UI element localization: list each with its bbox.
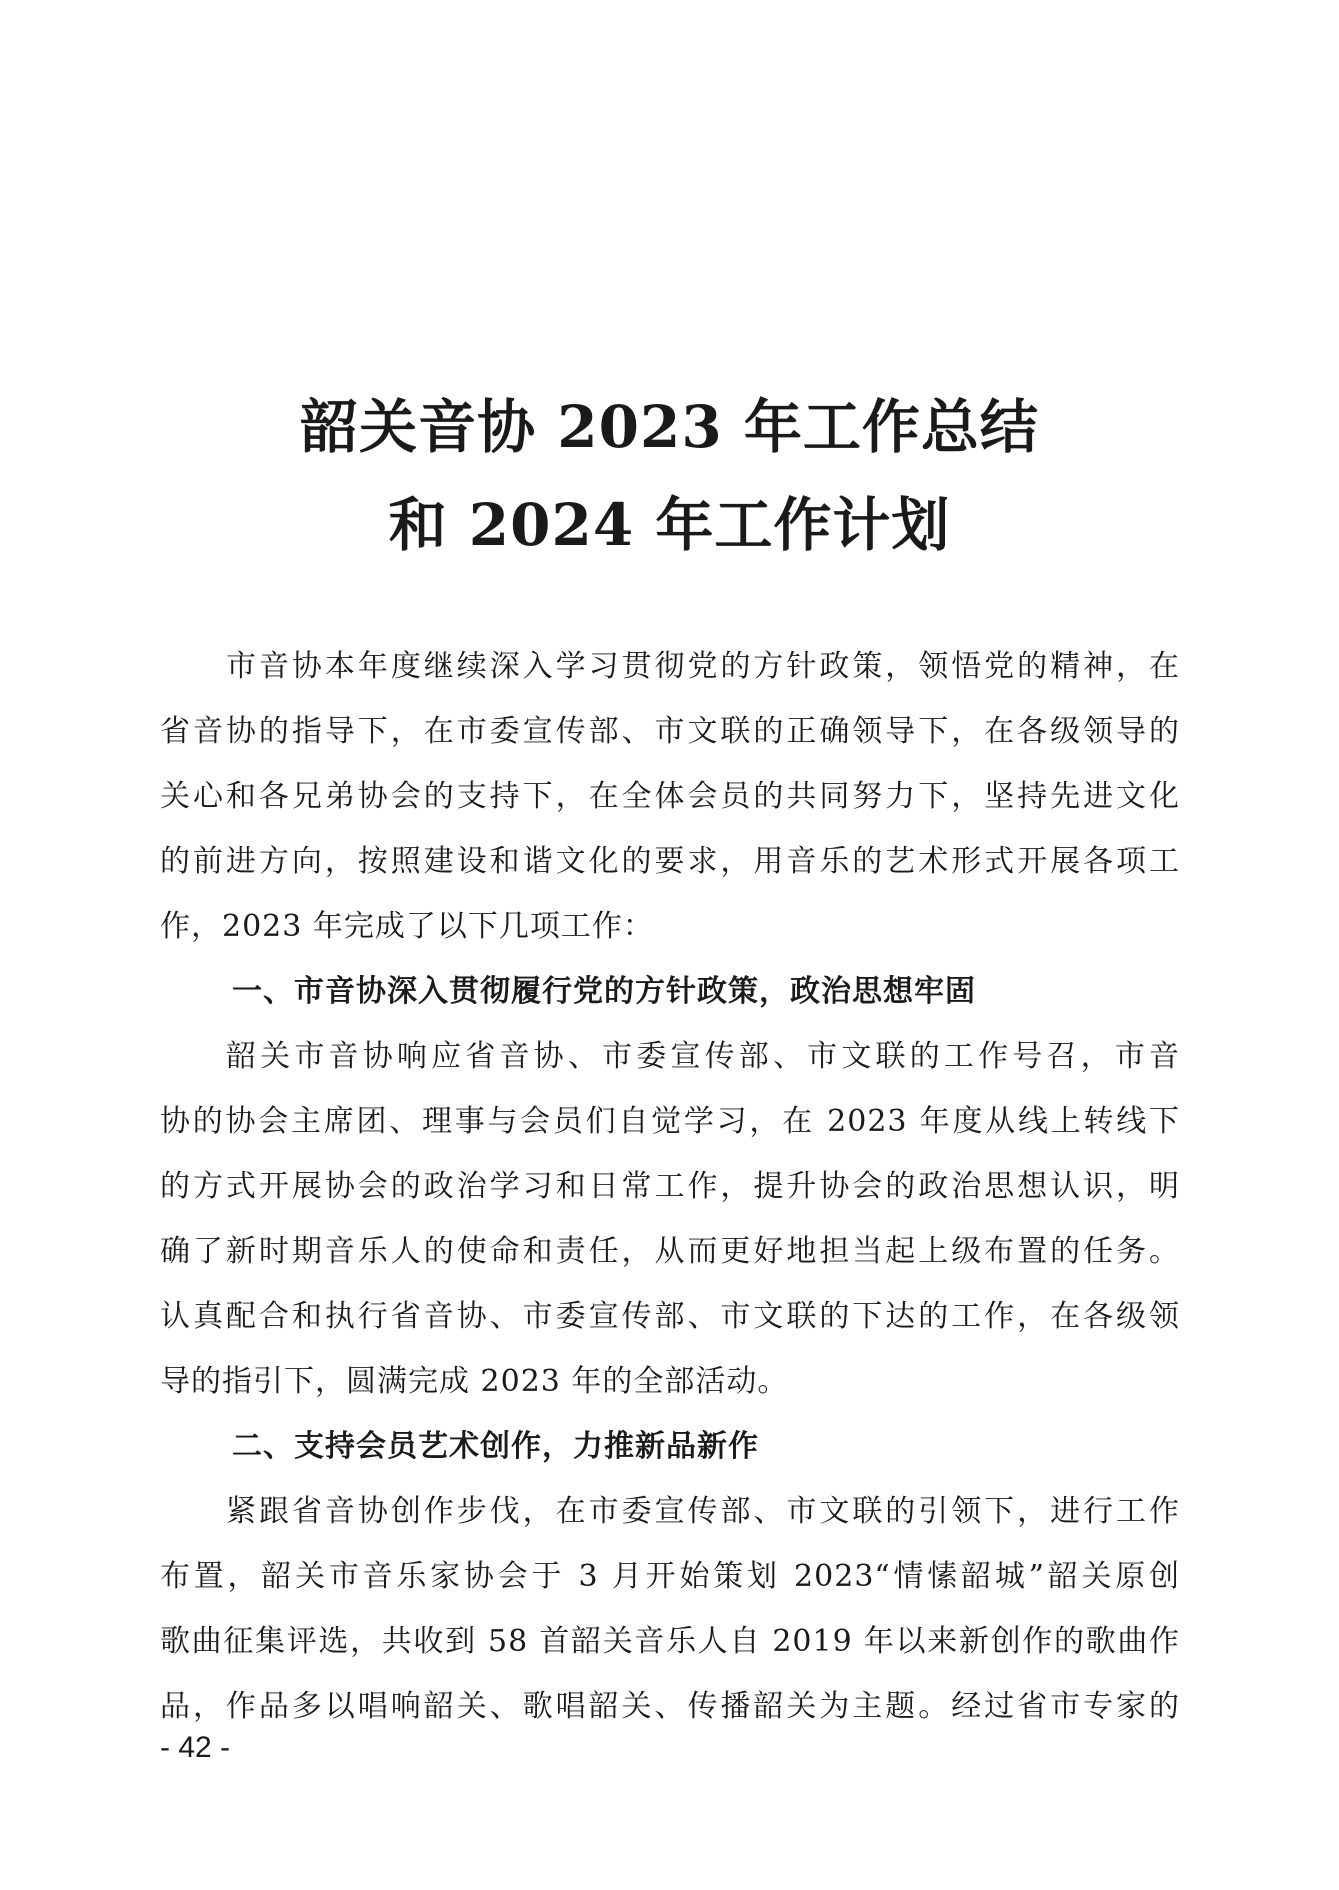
section-heading: 二、支持会员艺术创作，力推新品新作 — [232, 1429, 759, 1464]
text-line: 关心和各兄弟协会的支持下，在全体会员的共同努力下，坚持先进文化 — [160, 779, 1180, 814]
text-line: 省音协的指导下，在市委宣传部、市文联的正确领导下，在各级领导的 — [160, 714, 1180, 749]
title-line-1: 韶关音协 2023 年工作总结 — [300, 393, 1039, 461]
page-number: - 42 - — [160, 1731, 231, 1764]
text-line: 紧跟省音协创作步伐，在市委宣传部、市文联的引领下，进行工作 — [226, 1494, 1180, 1529]
text-line: 市音协本年度继续深入学习贯彻党的方针政策，领悟党的精神，在 — [226, 649, 1180, 684]
text-line: 导的指引下，圆满完成 2023 年的全部活动。 — [160, 1364, 789, 1399]
text-line: 歌曲征集评选，共收到 58 首韶关音乐人自 2019 年以来新创作的歌曲作 — [160, 1624, 1180, 1659]
text-line: 的方式开展协会的政治学习和日常工作，提升协会的政治思想认识，明 — [160, 1169, 1180, 1204]
text-line: 作，2023 年完成了以下几项工作： — [160, 909, 654, 944]
title-line-2: 和 2024 年工作计划 — [388, 491, 951, 559]
text-line: 的前进方向，按照建设和谐文化的要求，用音乐的艺术形式开展各项工 — [160, 844, 1180, 879]
text-line: 布置，韶关市音乐家协会于 3 月开始策划 2023“情愫韶城”韶关原创 — [160, 1559, 1180, 1594]
section-heading: 一、市音协深入贯彻履行党的方针政策，政治思想牢固 — [232, 974, 976, 1009]
document-body — [160, 634, 1180, 1739]
text-line: 韶关市音协响应省音协、市委宣传部、市文联的工作号召，市音 — [226, 1039, 1180, 1074]
text-line: 认真配合和执行省音协、市委宣传部、市文联的下达的工作，在各级领 — [160, 1299, 1180, 1334]
text-line: 协的协会主席团、理事与会员们自觉学习，在 2023 年度从线上转线下 — [160, 1104, 1180, 1139]
text-line: 确了新时期音乐人的使命和责任，从而更好地担当起上级布置的任务。 — [160, 1234, 1180, 1269]
text-line: 品，作品多以唱响韶关、歌唱韶关、传播韶关为主题。经过省市专家的 — [160, 1689, 1180, 1724]
